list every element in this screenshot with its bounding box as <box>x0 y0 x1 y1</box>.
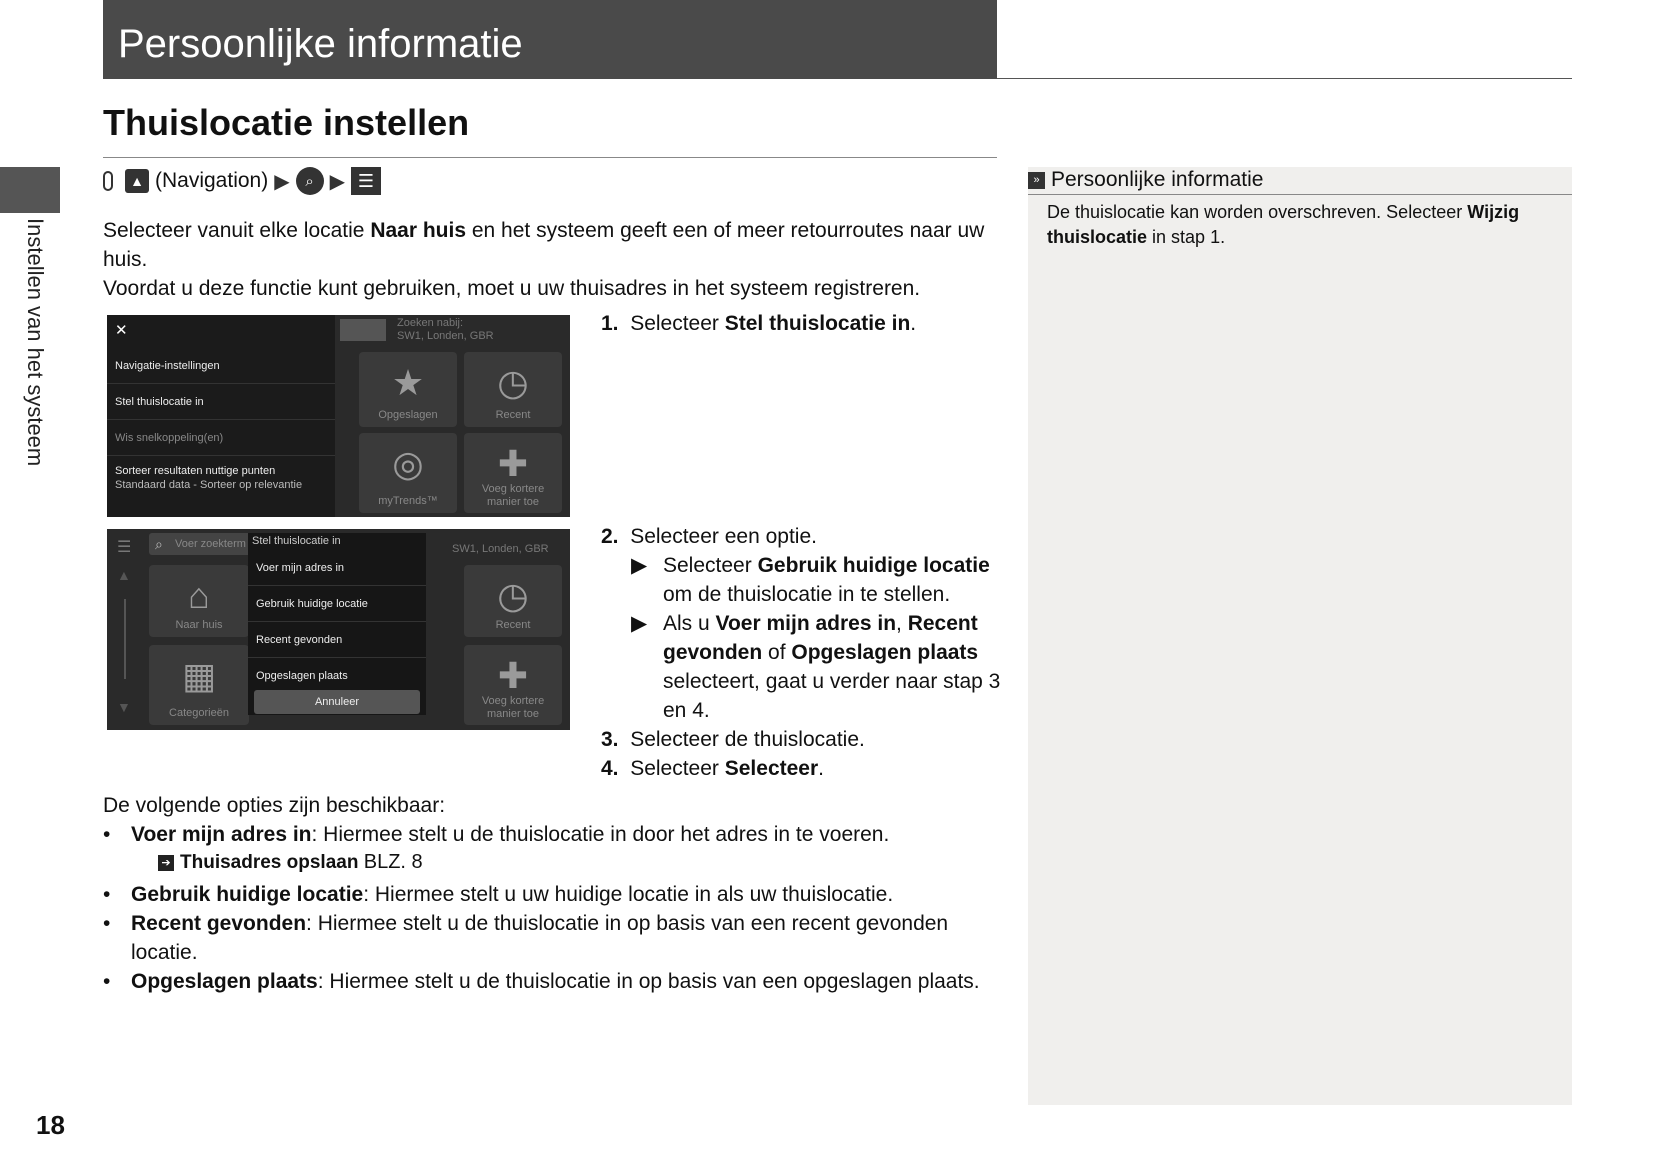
side-note-header <box>1028 166 1572 195</box>
tile-label: Opgeslagen <box>378 409 438 421</box>
option-item-4 <box>103 967 1003 996</box>
step-bold: Recent gevonden <box>663 612 978 664</box>
option-text: : Hiermee stelt u de thuislocatie in op basis van een recent gevonden locatie. <box>131 912 949 964</box>
search-near-label: Zoeken nabij: <box>397 317 464 329</box>
screenshot-home-options <box>107 529 570 730</box>
reference-title: Thuisadres opslaan <box>180 852 359 873</box>
step-bold: Stel thuislocatie in <box>724 312 911 335</box>
intro-text: en het systeem geeft een of meer retourroutes naar uw huis. <box>103 219 985 271</box>
tile-label <box>464 695 562 721</box>
menu-icon: ☰ <box>351 167 381 195</box>
bullet: • <box>103 912 111 935</box>
bullet-arrow-icon: ▶ <box>631 554 648 577</box>
set-home-popup <box>248 533 426 715</box>
tile-label: Naar huis <box>175 619 223 631</box>
tile-categories <box>149 645 249 725</box>
option-text: : Hiermee stelt u de thuislocatie in op basis van een opgeslagen plaats. <box>317 970 980 993</box>
intro-paragraph <box>103 216 1003 303</box>
option-item-2 <box>103 880 1003 909</box>
option-bold: Recent gevonden <box>131 912 307 935</box>
screenshot-menu <box>107 315 570 517</box>
menu-item-sort-poi[interactable] <box>107 456 335 502</box>
page-number: 18 <box>36 1110 65 1140</box>
map-thumbnail <box>340 319 386 341</box>
intro-bold: Naar huis <box>370 219 467 242</box>
clock-icon: ◷ <box>497 575 529 616</box>
tile-label-line2: manier toe <box>487 708 539 720</box>
tile-label-line1: Voeg kortere <box>481 483 545 495</box>
close-icon[interactable]: ✕ <box>115 322 128 339</box>
menu-icon: ☰ <box>117 539 132 556</box>
intro-text-2: Voordat u deze functie kunt gebruiken, moet u uw thuisadres in het systeem registreren. <box>103 277 921 300</box>
note-text: De thuislocatie kan worden overschreven. Selecteer <box>1047 202 1468 222</box>
tile-add-shortcut <box>464 645 562 725</box>
step-text: . <box>818 757 824 780</box>
step-2 <box>601 522 1001 551</box>
chapter-title: Persoonlijke informatie <box>118 22 523 66</box>
arrow-icon: ▶ <box>274 170 290 193</box>
option-current-location[interactable]: Gebruik huidige locatie <box>248 586 426 622</box>
menu-item-clear-shortcuts[interactable]: Wis snelkoppeling(en) <box>107 420 335 456</box>
step-number: 3. <box>601 728 619 751</box>
side-tab-marker <box>0 167 60 213</box>
step-text: Selecteer de thuislocatie. <box>630 728 865 751</box>
step-text: of <box>762 641 792 664</box>
option-bold: Opgeslagen plaats <box>131 970 318 993</box>
side-note-title: Persoonlijke informatie <box>1051 168 1264 191</box>
step-text: Als u <box>663 612 716 635</box>
option-recently-found[interactable]: Recent gevonden <box>248 622 426 658</box>
tile-label: Categorieën <box>169 707 229 719</box>
option-enter-address[interactable]: Voer mijn adres in <box>248 550 426 586</box>
target-icon: ◎ <box>392 443 424 484</box>
bullet-arrow-icon: ▶ <box>631 612 648 635</box>
note-text: in stap 1. <box>1147 227 1226 247</box>
step-bold: Selecteer <box>724 757 819 780</box>
step-text: om de thuislocatie in te stellen. <box>663 583 951 606</box>
options-intro: De volgende opties zijn beschikbaar: <box>103 794 446 817</box>
reference-page: BLZ. 8 <box>363 851 423 873</box>
option-item-1 <box>103 820 1003 849</box>
option-item-3 <box>103 909 1003 967</box>
menu-item-set-home[interactable]: Stel thuislocatie in <box>107 384 335 420</box>
step-text: selecteert, gaat u verder naar stap 3 en 4. <box>663 670 1001 722</box>
option-bold: Gebruik huidige locatie <box>131 883 364 906</box>
side-note-text <box>1047 200 1557 250</box>
popup-title: Stel thuislocatie in <box>252 535 341 547</box>
step-2-sub-a <box>631 551 1001 609</box>
tile-recent <box>464 565 562 637</box>
clock-icon: ◷ <box>497 362 529 403</box>
arrow-icon: ▶ <box>329 170 345 193</box>
tile-label: myTrends™ <box>378 495 438 507</box>
navigation-path <box>103 166 381 196</box>
section-divider <box>103 157 997 158</box>
note-bold: Wijzig thuislocatie <box>1047 202 1520 247</box>
scrollbar <box>124 599 126 679</box>
menu-item-label: Sorteer resultaten nuttige punten <box>115 465 276 477</box>
cancel-button[interactable]: Annuleer <box>254 690 420 714</box>
step-text: , <box>896 612 908 635</box>
scroll-up-icon: ▲ <box>117 567 131 583</box>
bullet: • <box>103 883 111 906</box>
scroll-down-icon: ▼ <box>117 699 131 715</box>
menu-item-nav-settings[interactable]: Navigatie-instellingen <box>107 348 335 384</box>
step-bold: Gebruik huidige locatie <box>757 554 990 577</box>
step-3 <box>601 725 1001 754</box>
home-icon: ⌂ <box>188 575 210 616</box>
search-placeholder: Voer zoekterm <box>175 538 246 550</box>
nav-label: (Navigation) <box>155 169 269 192</box>
tile-label-line1: Voeg kortere <box>481 695 545 707</box>
step-1 <box>601 309 1001 338</box>
step-number: 1. <box>601 312 619 335</box>
step-2-sub-b <box>631 609 1001 725</box>
mic-icon <box>103 171 113 191</box>
bullet: • <box>103 970 111 993</box>
step-text: Selecteer <box>630 312 725 335</box>
tile-label: Recent <box>495 409 531 421</box>
reference-icon: ➔ <box>158 855 174 871</box>
step-4 <box>601 754 1001 783</box>
step-text: Selecteer <box>630 757 725 780</box>
search-icon: ⌕ <box>296 167 324 195</box>
step-number: 4. <box>601 757 619 780</box>
tile-saved <box>359 352 457 427</box>
tile-label <box>464 483 562 509</box>
option-text: : Hiermee stelt u uw huidige locatie in als uw thuislocatie. <box>363 883 894 906</box>
search-near-value: SW1, Londen, GBR <box>452 543 549 555</box>
section-title: Thuislocatie instellen <box>103 102 470 143</box>
step-bold: Opgeslagen plaats <box>791 641 979 664</box>
step-text: . <box>910 312 917 335</box>
search-icon: ⌕ <box>155 536 163 552</box>
step-text: Selecteer een optie. <box>630 525 817 548</box>
step-number: 2. <box>601 525 619 548</box>
plus-icon: ✚ <box>497 443 529 484</box>
menu-item-sub: Standaard data - Sorteer op relevantie <box>115 479 303 491</box>
star-icon: ★ <box>391 362 425 403</box>
search-near <box>397 317 494 343</box>
tile-label-line2: manier toe <box>487 496 539 508</box>
option-text: : Hiermee stelt u de thuislocatie in door het adres in te voeren. <box>311 823 890 846</box>
side-note-panel <box>1028 167 1572 1105</box>
note-icon: » <box>1028 172 1045 189</box>
categories-icon: ▦ <box>181 655 216 696</box>
navigation-icon: ▲ <box>125 169 149 193</box>
search-near-value: SW1, Londen, GBR <box>397 330 494 342</box>
step-bold: Voer mijn adres in <box>715 612 897 635</box>
options-menu <box>107 315 335 517</box>
cross-reference[interactable] <box>158 851 423 874</box>
tile-go-home <box>149 565 249 637</box>
tile-mytrends <box>359 433 457 513</box>
option-saved-place[interactable]: Opgeslagen plaats <box>256 670 348 682</box>
option-bold: Voer mijn adres in <box>131 823 312 846</box>
tile-label: Recent <box>495 619 531 631</box>
plus-icon: ✚ <box>497 655 529 696</box>
header-divider <box>997 78 1572 79</box>
bullet: • <box>103 823 111 846</box>
step-text: Selecteer <box>663 554 758 577</box>
side-tab-label: Instellen van het systeem <box>23 218 48 467</box>
tile-add-shortcut <box>464 433 562 513</box>
intro-text: Selecteer vanuit elke locatie <box>103 219 371 242</box>
tile-recent <box>464 352 562 427</box>
